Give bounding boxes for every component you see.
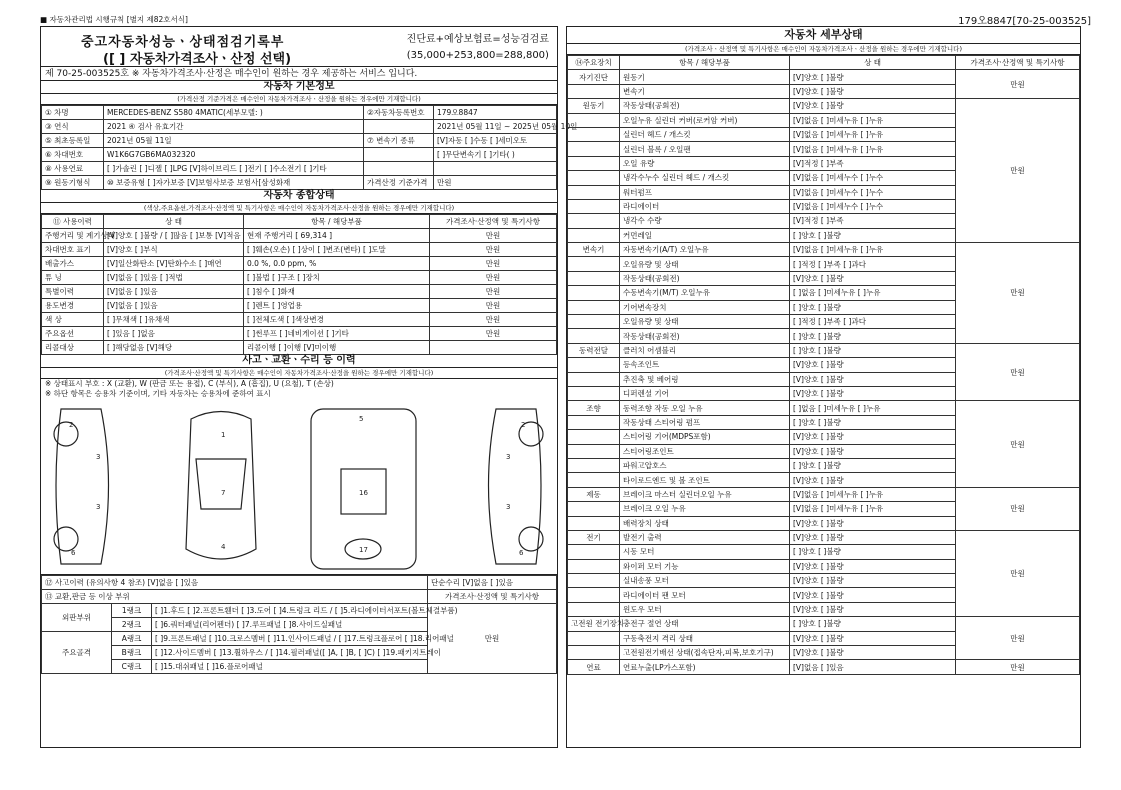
basic-info-cell: ⑥ 차대번호: [42, 148, 104, 162]
summary-cell: [ ]해당없음 [V]해당: [104, 341, 244, 355]
summary-row: [42, 313, 557, 327]
basic-info-cell: ⑩ 보증유형 [ ]자가보증 [V]보험사보증 보험사[삼성화재: [104, 176, 364, 190]
basic-info-cell: [364, 120, 434, 134]
summary-cell: 리콜이행 [ ]이행 [V]미이행: [244, 341, 430, 355]
summary-row: [42, 243, 557, 257]
history-label: ⑫ 사고이력 (유의사항 4 참조) [V]없음 [ ]있음: [42, 576, 428, 590]
detail-heading: 자동차 세부상태: [567, 27, 1080, 44]
car-side-right-outline: [489, 409, 542, 564]
detail-cell: 실내송풍 모터: [620, 574, 790, 588]
summary-cell: [V]없음 [ ]있음: [104, 285, 244, 299]
summary-cell: [430, 341, 557, 355]
detail-cell: 충전구 절연 상태: [620, 617, 790, 631]
simple-repair-label: 단순수리: [431, 578, 460, 587]
svg-text:4: 4: [221, 543, 226, 551]
detail-cell: [568, 358, 620, 372]
parts-head-right: 가격조사·산정액 및 특기사항: [428, 590, 557, 604]
detail-row: [568, 530, 1080, 544]
detail-cell: 냉각수누수 실린더 헤드 / 개스킷: [620, 171, 790, 185]
outer-parts-label: 외판부위: [42, 604, 112, 632]
summary-row: [42, 299, 557, 313]
detail-row: [568, 487, 1080, 501]
document-number: 179오8847[70-25-003525]: [958, 16, 1091, 27]
detail-cell: [V]양호 [ ]불량: [790, 646, 956, 660]
detail-cell: 커먼레일: [620, 228, 790, 242]
detail-cell: 자기진단: [568, 70, 620, 84]
detail-cell: 고전원전기배선 상태(접속단자,피복,보호기구): [620, 646, 790, 660]
detail-note: (가격조사ㆍ산정액 및 특기사항은 매수인이 자동차가격조사ㆍ산정을 원하는 경우에만 기재합니다): [567, 44, 1080, 55]
detail-cell: [568, 516, 620, 530]
summary-row: [42, 229, 557, 243]
summary-cell: [V]양호 [ ]불량 / [ ]많음 [ ]보통 [V]적음: [104, 229, 244, 243]
summary-note: (색상,주요옵션,가격조사·산정액 및 특기사항은 매수인이 자동차가격조사·산정을 원하는 경우에만 기재합니다): [41, 203, 557, 214]
detail-cell: 윈도우 모터: [620, 602, 790, 616]
summary-cell: 리콜대상: [42, 341, 104, 355]
wheel-icon: [54, 422, 78, 446]
detail-cell: [568, 559, 620, 573]
detail-cell: 수동변속기(M/T) 오일누유: [620, 286, 790, 300]
rank-parts: [ ]12.사이드멤버 [ ]13.휠하우스 / [ ]14.필러패널([ ]A, [ ]B, [ ]C) [ ]19.패키지트레이: [152, 646, 428, 660]
detail-cell: 작동상태(공회전): [620, 271, 790, 285]
detail-row: [568, 343, 1080, 357]
detail-cell: 동력조향 작동 오일 누유: [620, 401, 790, 415]
detail-cell: [568, 113, 620, 127]
detail-table: [567, 55, 1080, 675]
summary-cell: 만원: [430, 313, 557, 327]
detail-cell: 시동 모터: [620, 545, 790, 559]
page-subtitle: ([ ] 자동차가격조사ㆍ산정 선택): [103, 52, 292, 67]
detail-cell: 실린더 헤드 / 개스킷: [620, 127, 790, 141]
detail-row: [568, 401, 1080, 415]
detail-cell: [568, 646, 620, 660]
basic-info-row: [42, 120, 557, 134]
detail-cell: [ ]양호 [ ]불량: [790, 300, 956, 314]
detail-cell: [568, 631, 620, 645]
detail-cell: [568, 588, 620, 602]
summary-column-header: ⑪ 사용이력: [42, 215, 104, 229]
legend-basis: ※ 하단 항목은 승용차 기준이며, 기타 자동차는 승용차에 준하여 표시: [45, 389, 271, 398]
detail-column-header: 가격조사·산정액 및 특기사항: [956, 56, 1080, 70]
detail-cell: [V]적정 [ ]부족: [790, 156, 956, 170]
detail-cell: [V]없음 [ ]미세누수 [ ]누수: [790, 199, 956, 213]
basic-info-cell: ⑧ 사용연료: [42, 162, 104, 176]
detail-cell: 파워고압호스: [620, 458, 790, 472]
basic-info-cell: [ ]무단변속기 [ ]기타( ): [434, 148, 557, 162]
summary-column-header: 항목 / 해당부품: [244, 215, 430, 229]
detail-cell: [V]양호 [ ]불량: [790, 602, 956, 616]
detail-row: [568, 70, 1080, 84]
summary-row: [42, 257, 557, 271]
detail-column-header: 상 태: [790, 56, 956, 70]
basic-info-cell: W1K6G7GB6MA032320: [104, 148, 364, 162]
detail-cell: 냉각수 수량: [620, 214, 790, 228]
detail-cell: [V]없음 [ ]미세누수 [ ]누수: [790, 171, 956, 185]
detail-cell: [568, 185, 620, 199]
svg-text:7: 7: [221, 489, 226, 497]
detail-cell: [ ]양호 [ ]불량: [790, 343, 956, 357]
detail-cell: [V]없음 [ ]미세누유 [ ]누유: [790, 142, 956, 156]
wheel-icon: [519, 527, 543, 551]
detail-cell: [V]양호 [ ]불량: [790, 574, 956, 588]
basic-info-cell: ⑦ 변속기 종류: [364, 134, 434, 148]
summary-cell: 차대번호 표기: [42, 243, 104, 257]
detail-cell: [568, 257, 620, 271]
detail-cell: 와이퍼 모터 기능: [620, 559, 790, 573]
detail-cell: [568, 127, 620, 141]
detail-cell: [V]없음 [ ]미세누유 [ ]누유: [790, 127, 956, 141]
rank-parts: [ ]1.후드 [ ]2.프론트휀더 [ ]3.도어 [ ]4.트렁크 리드 / [ ]5.라디에이터서포트(볼트체결부품): [152, 604, 428, 618]
basic-info-cell: MERCEDES-BENZ S580 4MATIC(세부모델: ): [104, 106, 364, 120]
basic-info-cell: 2021년 05월 11일: [104, 134, 364, 148]
summary-cell: 주행거리 및 계기상태: [42, 229, 104, 243]
svg-text:2: 2: [521, 421, 526, 429]
svg-text:17: 17: [359, 546, 368, 554]
detail-row: [568, 660, 1080, 674]
detail-cell: 오일 유량: [620, 156, 790, 170]
summary-column-header: 상 태: [104, 215, 244, 229]
accident-note: (가격조사·산정액 및 특기사항은 매수인이 자동차가격조사·산정을 원하는 경우에만 기재합니다): [41, 368, 557, 379]
detail-cell: [V]양호 [ ]불량: [790, 70, 956, 84]
detail-cell: [V]없음 [ ]미세누유 [ ]누유: [790, 502, 956, 516]
detail-price: 만원: [956, 660, 1080, 674]
summary-cell: 색 상: [42, 313, 104, 327]
legend-symbols: ※ 상태표시 부호 : X (교환), W (판금 또는 용접), C (부식), A (흠집), U (요철), T (손상): [45, 379, 334, 388]
basic-info-row: [42, 106, 557, 120]
detail-cell: [V]양호 [ ]불량: [790, 430, 956, 444]
detail-cell: [V]없음 [ ]있음: [790, 660, 956, 674]
basic-info-row: [42, 176, 557, 190]
detail-cell: [ ]없음 [ ]미세누유 [ ]누유: [790, 286, 956, 300]
right-panel: [566, 26, 1081, 748]
summary-cell: 만원: [430, 243, 557, 257]
simple-repair-value: [V]없음 [ ]있음: [462, 578, 513, 587]
detail-cell: [V]양호 [ ]불량: [790, 444, 956, 458]
basic-info-note: (가격산정 기준가격은 매수인이 자동차가격조사ㆍ산정을 원하는 경우에만 기재합니다): [41, 94, 557, 105]
accident-table: [41, 575, 557, 674]
main-frame-label: 주요골격: [42, 632, 112, 674]
summary-cell: [V]없음 [ ]있음: [104, 299, 244, 313]
summary-cell: 0.0 %, 0.0 ppm, %: [244, 257, 430, 271]
detail-cell: [568, 84, 620, 98]
summary-cell: [ ]침수 [ ]화재: [244, 285, 430, 299]
rank-label: 1랭크: [112, 604, 152, 618]
basic-info-cell: [V]자동 [ ]수동 [ ]세미오토: [434, 134, 557, 148]
detail-price: 만원: [956, 401, 1080, 487]
summary-cell: [V]양호 [ ]부식: [104, 243, 244, 257]
detail-cell: [ ]양호 [ ]불량: [790, 228, 956, 242]
rank-label: 2랭크: [112, 618, 152, 632]
left-panel: [40, 26, 578, 748]
simple-repair: [428, 576, 557, 590]
rank-label: C랭크: [112, 660, 152, 674]
detail-cell: 타이로드엔드 및 볼 조인트: [620, 473, 790, 487]
detail-cell: 전기: [568, 530, 620, 544]
svg-text:3: 3: [506, 503, 511, 511]
rank-parts: [ ]15.대쉬패널 [ ]16.플로어패널: [152, 660, 428, 674]
basic-info-table: [41, 105, 578, 190]
detail-cell: [V]양호 [ ]불량: [790, 588, 956, 602]
record-number: 제 70-25-003525호 ※ 자동차가격조사·산정은 매수인이 원하는 경우 제공하는 서비스 입니다.: [41, 67, 557, 81]
detail-cell: 등속조인트: [620, 358, 790, 372]
detail-cell: [V]없음 [ ]미세누유 [ ]누유: [790, 487, 956, 501]
title-block: [41, 27, 557, 67]
basic-info-cell: 가격산정 기준가격: [364, 176, 434, 190]
detail-cell: 작동상태 스티어링 펌프: [620, 415, 790, 429]
basic-info-cell: ③ 연식: [42, 120, 104, 134]
form-rule-label: ■ 자동차관리법 시행규칙 [별지 제82호서식]: [40, 15, 188, 24]
summary-cell: 튜 닝: [42, 271, 104, 285]
detail-cell: 배력장치 상태: [620, 516, 790, 530]
detail-cell: [568, 300, 620, 314]
summary-cell: 만원: [430, 327, 557, 341]
detail-cell: 스티어링 기어(MDPS포함): [620, 430, 790, 444]
detail-cell: [568, 171, 620, 185]
detail-cell: 연료누출(LP가스포함): [620, 660, 790, 674]
detail-price: 만원: [956, 530, 1080, 616]
summary-cell: [ ]썬루프 [ ]네비게이션 [ ]기타: [244, 327, 430, 341]
basic-info-cell: ②자동차등록번호: [364, 106, 434, 120]
summary-table: [41, 214, 557, 355]
svg-text:6: 6: [519, 549, 524, 557]
detail-cell: 제동: [568, 487, 620, 501]
detail-cell: 클러치 어셈블리: [620, 343, 790, 357]
detail-cell: [V]양호 [ ]불량: [790, 99, 956, 113]
detail-cell: [V]양호 [ ]불량: [790, 271, 956, 285]
car-diagram-svg: [41, 399, 556, 575]
summary-cell: 만원: [430, 299, 557, 313]
detail-cell: [568, 458, 620, 472]
detail-cell: [V]양호 [ ]불량: [790, 372, 956, 386]
rank-parts: [ ]6.쿼터패널(리어펜더) [ ]7.루프패널 [ ]8.사이드실패널: [152, 618, 428, 632]
detail-price: 만원: [956, 70, 1080, 99]
detail-cell: 원동기: [620, 70, 790, 84]
detail-cell: 오일누유 실린더 커버(로커암 커버): [620, 113, 790, 127]
rank-label: A랭크: [112, 632, 152, 646]
detail-cell: [568, 372, 620, 386]
summary-cell: 주요옵션: [42, 327, 104, 341]
basic-info-cell: ⑤ 최초등록일: [42, 134, 104, 148]
basic-info-row: [42, 162, 557, 176]
detail-cell: [ ]없음 [ ]미세누유 [ ]누유: [790, 401, 956, 415]
svg-text:2: 2: [69, 421, 74, 429]
basic-info-cell: [364, 162, 434, 176]
detail-cell: [568, 473, 620, 487]
detail-cell: [568, 430, 620, 444]
basic-info-cell: [434, 162, 557, 176]
basic-info-cell: 2021년 05월 11일 ~ 2025년 05월 10일: [434, 120, 557, 134]
detail-cell: 워터펌프: [620, 185, 790, 199]
car-diagram: [41, 399, 557, 575]
detail-row: [568, 243, 1080, 257]
detail-cell: [568, 444, 620, 458]
summary-cell: [ ]무채색 [ ]유채색: [104, 313, 244, 327]
detail-cell: 스티어링조인트: [620, 444, 790, 458]
summary-cell: [ ]훼손(오손) [ ]상이 [ ]변조(변타) [ ]도말: [244, 243, 430, 257]
detail-cell: [568, 502, 620, 516]
detail-cell: [568, 214, 620, 228]
detail-cell: [568, 574, 620, 588]
page-title: 중고자동차성능ㆍ상태점검기록부: [81, 35, 285, 50]
summary-cell: 용도변경: [42, 299, 104, 313]
summary-cell: 만원: [430, 285, 557, 299]
detail-cell: 브레이크 오일 누유: [620, 502, 790, 516]
detail-cell: [V]양호 [ ]불량: [790, 358, 956, 372]
history-row: [42, 576, 557, 590]
rank-row: [42, 604, 557, 618]
parts-head: ⑬ 교환,판금 등 이상 부위: [42, 590, 428, 604]
detail-cell: [568, 329, 620, 343]
car-side-left-outline: [56, 409, 109, 564]
detail-cell: 디퍼렌셜 기어: [620, 386, 790, 400]
detail-cell: 구동축전지 격리 상태: [620, 631, 790, 645]
summary-cell: 만원: [430, 271, 557, 285]
svg-text:16: 16: [359, 489, 368, 497]
basic-info-cell: ① 차명: [42, 106, 104, 120]
basic-info-row: [42, 134, 557, 148]
summary-row: [42, 327, 557, 341]
basic-info-heading: 자동차 기본정보: [41, 81, 557, 94]
detail-cell: [568, 271, 620, 285]
detail-cell: [568, 142, 620, 156]
detail-cell: [568, 386, 620, 400]
svg-text:3: 3: [96, 503, 101, 511]
detail-price: 만원: [956, 487, 1080, 530]
detail-price: 만원: [956, 343, 1080, 401]
detail-cell: [ ]적정 [ ]부족 [ ]과다: [790, 257, 956, 271]
detail-cell: 오일유량 및 상태: [620, 257, 790, 271]
detail-cell: [V]적정 [ ]부족: [790, 214, 956, 228]
detail-row: [568, 99, 1080, 113]
detail-cell: [ ]양호 [ ]불량: [790, 617, 956, 631]
detail-cell: 고전원 전기장치: [568, 617, 620, 631]
summary-cell: 만원: [430, 257, 557, 271]
detail-cell: [V]없음 [ ]미세누유 [ ]누유: [790, 113, 956, 127]
parts-head-row: [42, 590, 557, 604]
detail-cell: 변속기: [620, 84, 790, 98]
detail-cell: [ ]양호 [ ]불량: [790, 545, 956, 559]
basic-info-cell: 2021 ④ 검사 유효기간: [104, 120, 364, 134]
svg-text:5: 5: [359, 415, 364, 423]
svg-text:6: 6: [71, 549, 76, 557]
summary-heading: 자동차 종합상태: [41, 190, 557, 203]
detail-cell: 원동기: [568, 99, 620, 113]
summary-cell: [ ]불법 [ ]구조 [ ]장치: [244, 271, 430, 285]
detail-cell: [568, 156, 620, 170]
detail-cell: [568, 228, 620, 242]
detail-cell: [ ]양호 [ ]불량: [790, 329, 956, 343]
detail-cell: 실린더 블록 / 오일팬: [620, 142, 790, 156]
wheel-icon: [54, 527, 78, 551]
parts-price: 만원: [428, 604, 557, 674]
detail-cell: [568, 315, 620, 329]
svg-text:3: 3: [96, 453, 101, 461]
detail-cell: 추진축 및 베어링: [620, 372, 790, 386]
summary-cell: 만원: [430, 229, 557, 243]
basic-info-cell: 만원: [434, 176, 557, 190]
basic-info-cell: [364, 148, 434, 162]
fee-box: [407, 32, 549, 64]
detail-cell: [V]없음 [ ]미세누유 [ ]누유: [790, 243, 956, 257]
summary-row: [42, 271, 557, 285]
detail-cell: 연료: [568, 660, 620, 674]
summary-cell: [V]일산화탄소 [V]탄화수소 [ ]매연: [104, 257, 244, 271]
basic-info-row: [42, 148, 557, 162]
svg-text:3: 3: [506, 453, 511, 461]
basic-info-cell: ⑨ 원동기형식: [42, 176, 104, 190]
detail-cell: [568, 415, 620, 429]
svg-text:1: 1: [221, 431, 226, 439]
basic-info-cell: 179오8847: [434, 106, 557, 120]
detail-column-header: 항목 / 해당부품: [620, 56, 790, 70]
basic-info-cell: [ ]가솔린 [ ]디젤 [ ]LPG [V]하이브리드 [ ]전기 [ ]수소전기 [ ]기타: [104, 162, 364, 176]
detail-price: 만원: [956, 99, 1080, 243]
summary-row: [42, 285, 557, 299]
detail-cell: [V]양호 [ ]불량: [790, 386, 956, 400]
detail-cell: [V]양호 [ ]불량: [790, 559, 956, 573]
detail-cell: 기어변속장치: [620, 300, 790, 314]
summary-cell: [V]없음 [ ]있음 [ ]적법: [104, 271, 244, 285]
detail-cell: [568, 545, 620, 559]
rank-label: B랭크: [112, 646, 152, 660]
detail-cell: 자동변속기(A/T) 오일누유: [620, 243, 790, 257]
detail-cell: 라디에이터 팬 모터: [620, 588, 790, 602]
summary-column-header: 가격조사·산정액 및 특기사항: [430, 215, 557, 229]
summary-row: [42, 341, 557, 355]
detail-cell: 작동상태(공회전): [620, 329, 790, 343]
detail-cell: 발전기 출력: [620, 530, 790, 544]
summary-cell: [ ]렌트 [ ]영업용: [244, 299, 430, 313]
detail-cell: [568, 602, 620, 616]
detail-cell: 동력전달: [568, 343, 620, 357]
summary-cell: 특별이력: [42, 285, 104, 299]
summary-cell: 현재 주행거리 [ 69,314 ]: [244, 229, 430, 243]
detail-cell: 오일유량 및 상태: [620, 315, 790, 329]
summary-cell: 배출가스: [42, 257, 104, 271]
summary-cell: [ ]있음 [ ]없음: [104, 327, 244, 341]
detail-cell: [V]양호 [ ]불량: [790, 84, 956, 98]
detail-cell: [V]양호 [ ]불량: [790, 631, 956, 645]
fee-formula: 진단료+예상보험료=성능검검료: [406, 34, 549, 45]
detail-cell: [V]없음 [ ]미세누수 [ ]누수: [790, 185, 956, 199]
detail-cell: [ ]양호 [ ]불량: [790, 458, 956, 472]
detail-cell: 라디에이터: [620, 199, 790, 213]
detail-cell: [V]양호 [ ]불량: [790, 530, 956, 544]
detail-cell: [ ]적정 [ ]부족 [ ]과다: [790, 315, 956, 329]
accident-heading: 사고ㆍ교환ㆍ수리 등 이력: [41, 355, 557, 368]
detail-cell: [ ]양호 [ ]불량: [790, 415, 956, 429]
detail-cell: [568, 286, 620, 300]
detail-column-header: ⑭주요장치: [568, 56, 620, 70]
detail-cell: [V]양호 [ ]불량: [790, 516, 956, 530]
detail-cell: 작동상태(공회전): [620, 99, 790, 113]
fee-values: (35,000+253,800=288,800): [406, 50, 549, 61]
detail-row: [568, 617, 1080, 631]
detail-cell: [V]양호 [ ]불량: [790, 473, 956, 487]
rank-parts: [ ]9.프론트패널 [ ]10.크로스멤버 [ ]11.인사이드패널 / [ ]17.트렁크플로어 [ ]18.리어패널: [152, 632, 428, 646]
detail-cell: [568, 199, 620, 213]
detail-price: 만원: [956, 243, 1080, 344]
detail-cell: 조향: [568, 401, 620, 415]
summary-cell: [ ]전체도색 [ ]색상변경: [244, 313, 430, 327]
detail-price: 만원: [956, 617, 1080, 660]
detail-cell: 변속기: [568, 243, 620, 257]
detail-cell: 브레이크 마스터 실린더오일 누유: [620, 487, 790, 501]
